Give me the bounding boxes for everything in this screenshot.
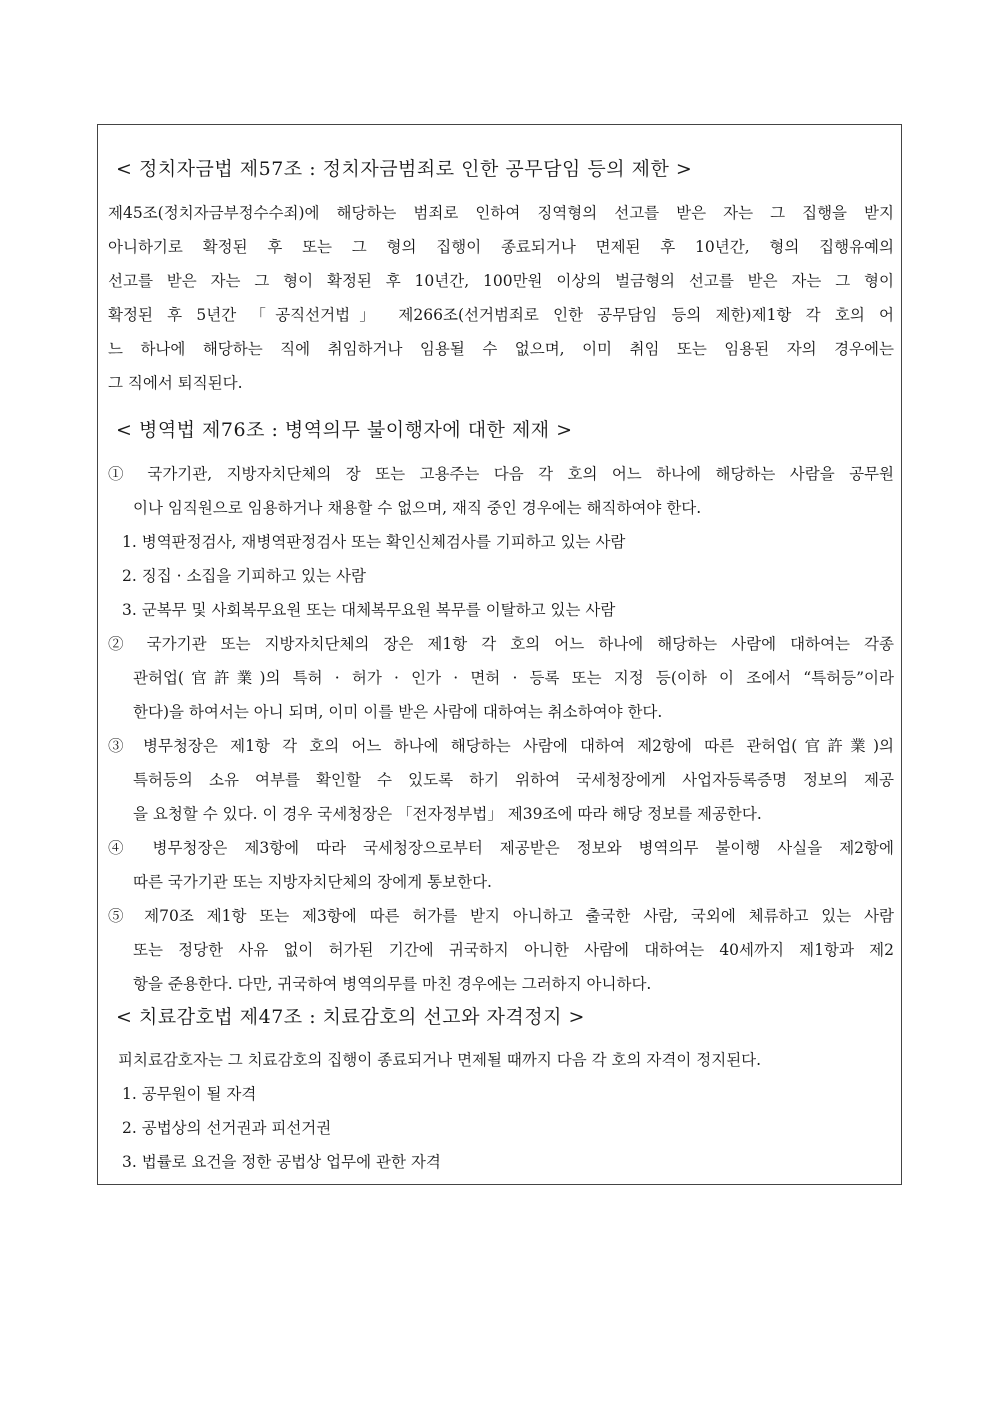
text-line: 그 직에서 퇴직된다. <box>108 374 243 392</box>
clause-line: ⑤ 제70조 제1항 또는 제3항에 따른 허가를 받지 아니하고 출국한 사람, 국외에 체류하고 있는 사람 <box>108 907 894 925</box>
clause-line: ② 국가기관 또는 지방자치단체의 장은 제1항 각 호의 어느 하나에 해당하는 사람에 대하여는 각종 <box>108 635 894 653</box>
clause-line: 따른 국가기관 또는 지방자치단체의 장에게 통보한다. <box>133 873 492 891</box>
list-item: 3. 법률로 요건을 정한 공법상 업무에 관한 자격 <box>122 1153 441 1171</box>
clause-line: 관허업(官許業)의 특허 · 허가 · 인가 · 면허 · 등록 또는 지정 등(이하 이 조에서 “특허등”이라 <box>133 669 894 687</box>
law-excerpt-box <box>97 124 902 1185</box>
text-line: 느 하나에 해당하는 직에 취임하거나 임용될 수 없으며, 이미 취임 또는 임용된 자의 경우에는 <box>108 340 894 358</box>
list-item: 2. 공법상의 선거권과 피선거권 <box>122 1119 332 1137</box>
clause-line: 이나 임직원으로 임용하거나 채용할 수 없으며, 재직 중인 경우에는 해직하여야 한다. <box>133 499 702 517</box>
list-item: 2. 징집 · 소집을 기피하고 있는 사람 <box>122 567 366 585</box>
clause-line: ④ 병무청장은 제3항에 따라 국세청장으로부터 제공받은 정보와 병역의무 불이행 사실을 제2항에 <box>108 839 894 857</box>
clause-line: 한다)을 하여서는 아니 되며, 이미 이를 받은 사람에 대하여는 취소하여야 한다. <box>133 703 663 721</box>
clause-line: 항을 준용한다. 다만, 귀국하여 병역의무를 마친 경우에는 그러하지 아니하다. <box>133 975 652 993</box>
clause-line: 또는 정당한 사유 없이 허가된 기간에 귀국하지 아니한 사람에 대하여는 40세까지 제1항과 제2 <box>133 941 894 959</box>
clause-line: ③ 병무청장은 제1항 각 호의 어느 하나에 해당하는 사람에 대하여 제2항에 따른 관허업(官許業)의 <box>108 737 894 755</box>
clause-line: 을 요청할 수 있다. 이 경우 국세청장은 「전자정부법」 제39조에 따라 해당 정보를 제공한다. <box>133 805 762 823</box>
section-heading-medical-custody: < 치료감호법 제47조 : 치료감호의 선고와 자격정지 > <box>116 1006 585 1028</box>
section-heading-military-service: < 병역법 제76조 : 병역의무 불이행자에 대한 제재 > <box>116 419 573 441</box>
text-line: 아니하기로 확정된 후 또는 그 형의 집행이 종료되거나 면제된 후 10년간, 형의 집행유예의 <box>108 238 894 256</box>
text-line: 피치료감호자는 그 치료감호의 집행이 종료되거나 면제될 때까지 다음 각 호의 자격이 정지된다. <box>118 1051 762 1069</box>
list-item: 1. 공무원이 될 자격 <box>122 1085 257 1103</box>
text-line: 선고를 받은 자는 그 형이 확정된 후 10년간, 100만원 이상의 벌금형의 선고를 받은 자는 그 형이 <box>108 272 894 290</box>
list-item: 3. 군복무 및 사회복무요원 또는 대체복무요원 복무를 이탈하고 있는 사람 <box>122 601 616 619</box>
clause-line: ① 국가기관, 지방자치단체의 장 또는 고용주는 다음 각 호의 어느 하나에 해당하는 사람을 공무원 <box>108 465 894 483</box>
text-line: 제45조(정치자금부정수수죄)에 해당하는 범죄로 인하여 징역형의 선고를 받은 자는 그 집행을 받지 <box>108 204 894 222</box>
list-item: 1. 병역판정검사, 재병역판정검사 또는 확인신체검사를 기피하고 있는 사람 <box>122 533 626 551</box>
clause-line: 특허등의 소유 여부를 확인할 수 있도록 하기 위하여 국세청장에게 사업자등록증명 정보의 제공 <box>133 771 894 789</box>
text-line: 확정된 후 5년간 「공직선거법」 제266조(선거범죄로 인한 공무담임 등의 제한)제1항 각 호의 어 <box>108 306 894 324</box>
section-heading-political-funds: < 정치자금법 제57조 : 정치자금범죄로 인한 공무담임 등의 제한 > <box>116 158 693 180</box>
